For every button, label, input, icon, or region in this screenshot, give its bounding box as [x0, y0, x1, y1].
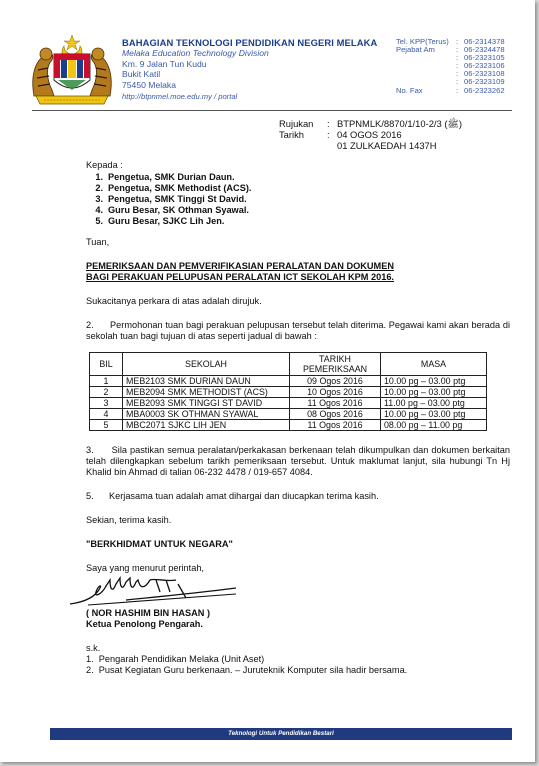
address-line: Bukit Katil	[122, 69, 161, 80]
pejabat-label: Pejabat Am	[396, 45, 435, 55]
list-item: 4. Guru Besar, SK Othman Syawal.	[95, 205, 249, 215]
paragraph-5: 5. Kerjasama tuan adalah amat dihargai dan diucapkan terima kasih.	[86, 491, 379, 501]
pejabat-value: 06-2323109	[464, 77, 505, 87]
reference-block: Rujukan : BTPNMLK/8870/1/10-2/3 (ﷺ) Tarikh : 04 OGOS 2016 01 ZULKAEDAH 1437H	[279, 118, 462, 151]
table-row: 3 MEB2093 SMK TINGGI ST DAVID 11 Ogos 2016 11.00 pg – 03.00 ptg	[90, 398, 487, 409]
tel-label: Tel. KPP(Terus)	[396, 37, 449, 46]
perintah-line: Saya yang menurut perintah,	[86, 563, 204, 573]
column-header: SEKOLAH	[123, 353, 290, 376]
table-row: 4 MBA0003 SK OTHMAN SYAWAL 08 Ogos 2016 10.00 pg – 03.00 ptg	[90, 409, 487, 420]
fax-value: 06-2323262	[464, 85, 505, 95]
recipient-list	[86, 172, 510, 227]
cc-item: 1. Pengarah Pendidikan Melaka (Unit Aset)	[86, 654, 265, 664]
table-row: 5 MBC2071 SJKC LIH JEN 11 Ogos 2016 08.00 pg – 11.00 pg	[90, 420, 487, 431]
closing: Sekian, terima kasih.	[86, 515, 172, 525]
tarikh-label: Tarikh	[279, 129, 305, 140]
coat-of-arms-logo	[30, 34, 114, 106]
column-header: TARIKH PEMERIKSAAN	[290, 353, 381, 376]
pejabat-value: 06-2323106	[464, 61, 505, 71]
signer-title: Ketua Penolong Pengarah.	[86, 619, 203, 629]
contact-numbers: Tel. KPP(Terus) : 06-2314378 Pejabat Am : 06-2324478 : 06-2323105 : 06-2323106 : 06-2323108 : 06-2323109 No. Fax : 06-2323262	[396, 37, 505, 95]
list-item: 2. Pengetua, SMK Methodist (ACS).	[95, 183, 252, 193]
fax-label: No. Fax	[396, 85, 423, 95]
rujukan-label: Rujukan	[279, 118, 314, 129]
pejabat-value: 06-2323105	[464, 53, 505, 63]
letter-body	[86, 160, 510, 676]
tarikh-value: 04 OGOS 2016	[337, 129, 402, 140]
org-subtitle: Melaka Education Technology Division	[122, 48, 269, 59]
address-line: 75450 Melaka	[122, 79, 176, 90]
table-header-row	[90, 353, 487, 376]
list-item: 3. Pengetua, SMK Tinggi St David.	[95, 194, 247, 204]
paragraph-2: 2. Permohonan tuan bagi perakuan pelupusan tersebut telah diterima. Pegawai kami akan berada di sekolah tuan bagi tujuan di atas seperti jadual di bawah :	[86, 320, 510, 341]
header-divider	[32, 110, 512, 111]
motto: "BERKHIDMAT UNTUK NEGARA"	[86, 539, 233, 549]
column-header: BIL	[90, 353, 123, 376]
table-row: 2 MEB2094 SMK METHODIST (ACS) 10 Ogos 2016 10.00 pg – 03.00 ptg	[90, 387, 487, 398]
list-item: 5. Guru Besar, SJKC Lih Jen.	[95, 216, 225, 226]
address-line: Km. 9 Jalan Tun Kudu	[122, 58, 207, 69]
paragraph-3: 3. Sila pastikan semua peralatan/perkakasan berkenaan telah dikumpulkan dan dokumen berkaitan telah dilengkapkan sebelum tarikh pemeriksaan tersebut. Untuk maklumat lanjut, sila hubungi Tn Hj Khalid bin Ahmad di talian 06-232 4478 / 019-657 4084.	[86, 445, 510, 477]
paragraph-1: Sukacitanya perkara di atas adalah dirujuk.	[86, 296, 262, 306]
salutation: Tuan,	[86, 237, 110, 247]
pejabat-value: 06-2323108	[464, 69, 505, 79]
table-row: 1 MEB2103 SMK DURIAN DAUN 09 Ogos 2016 10.00 pg – 03.00 ptg	[90, 376, 487, 387]
signature-area	[86, 574, 510, 608]
tel-value: 06-2314378	[464, 37, 505, 46]
subject-line: PEMERIKSAAN DAN PEMVERIFIKASIAN PERALATAN DAN DOKUMEN BAGI PERAKUAN PELUPUSAN PERALATAN ICT SEKOLAH KPM 2016.	[86, 261, 394, 282]
rujukan-value: BTPNMLK/8870/1/10-2/3 (ﷺ)	[337, 118, 462, 129]
organisation-block	[122, 38, 377, 102]
footer-bar: Teknologi Untuk Pendidikan Bestari	[50, 728, 512, 740]
hijri-date: 01 ZULKAEDAH 1437H	[337, 140, 437, 151]
schedule-table	[89, 352, 487, 431]
org-name: BAHAGIAN TEKNOLOGI PENDIDIKAN NEGERI MELAKA	[122, 37, 378, 48]
website-url[interactable]: http://btpnmel.moe.edu.my / portal	[122, 92, 238, 102]
column-header: MASA	[381, 353, 487, 376]
sk-label: s.k.	[86, 643, 101, 653]
kepada-label: Kepada :	[86, 160, 123, 170]
cc-item: 2. Pusat Kegiatan Guru berkenaan. – Juruteknik Komputer sila hadir bersama.	[86, 665, 408, 675]
pejabat-value: 06-2324478	[464, 45, 505, 55]
signer-name: ( NOR HASHIM BIN HASAN )	[86, 608, 211, 618]
signature-image	[66, 574, 266, 608]
list-item: 1. Pengetua, SMK Durian Daun.	[95, 172, 235, 182]
